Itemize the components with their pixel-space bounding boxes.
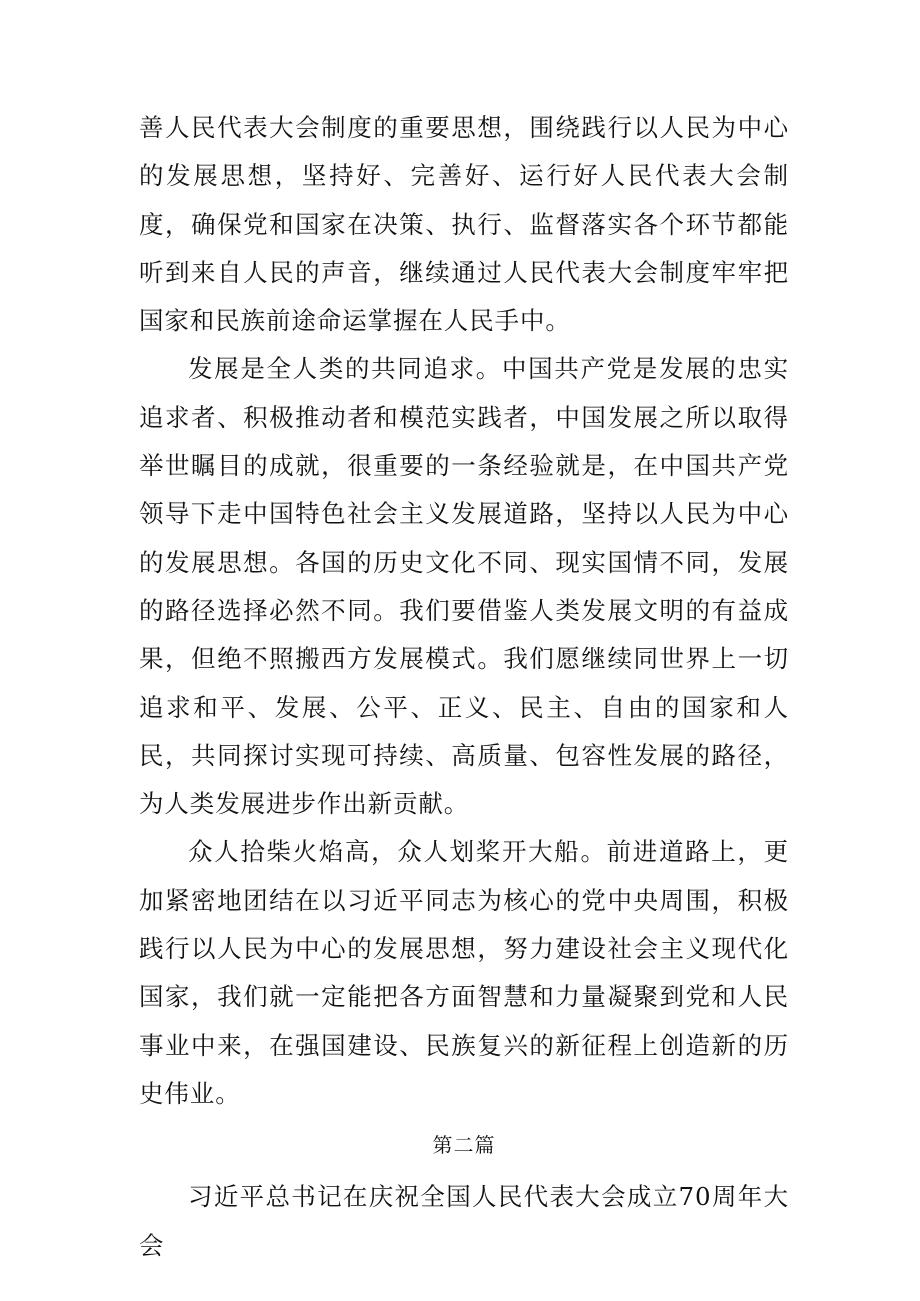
document-page: [139, 104, 789, 1270]
paragraph-continued: 善人民代表大会制度的重要思想，围绕践行以人民为中心的发展思想，坚持好、完善好、运行好人民代表大会制度，确保党和国家在决策、执行、监督落实各个环节都能听到来自人民的声音，继续通过人民代表大会制度牢牢把国家和民族前途命运掌握在人民手中。: [139, 113, 789, 336]
paragraph-unity: 众人拾柴火焰高，众人划桨开大船。前进道路上，更加紧密地团结在以习近平同志为核心的党中央周围，积极践行以人民为中心的发展思想，努力建设社会主义现代化国家，我们就一定能把各方面智慧和力量凝聚到党和人民事业中来，在强国建设、民族复兴的新征程上创造新的历史伟业。: [139, 837, 789, 1108]
paragraph-section-two-start: 习近平总书记在庆祝全国人民代表大会成立70周年大会: [139, 1182, 789, 1260]
paragraph-development: 发展是全人类的共同追求。中国共产党是发展的忠实追求者、积极推动者和模范实践者，中国发展之所以取得举世瞩目的成就，很重要的一条经验就是，在中国共产党领导下走中国特色社会主义发展道路，坚持以人民为中心的发展思想。各国的历史文化不同、现实国情不同，发展的路径选择必然不同。我们要借鉴人类发展文明的有益成果，但绝不照搬西方发展模式。我们愿继续同世界上一切追求和平、发展、公平、正义、民主、自由的国家和人民，共同探讨实现可持续、高质量、包容性发展的路径，为人类发展进步作出新贡献。: [139, 354, 789, 819]
section-heading: 第二篇: [432, 1133, 496, 1158]
